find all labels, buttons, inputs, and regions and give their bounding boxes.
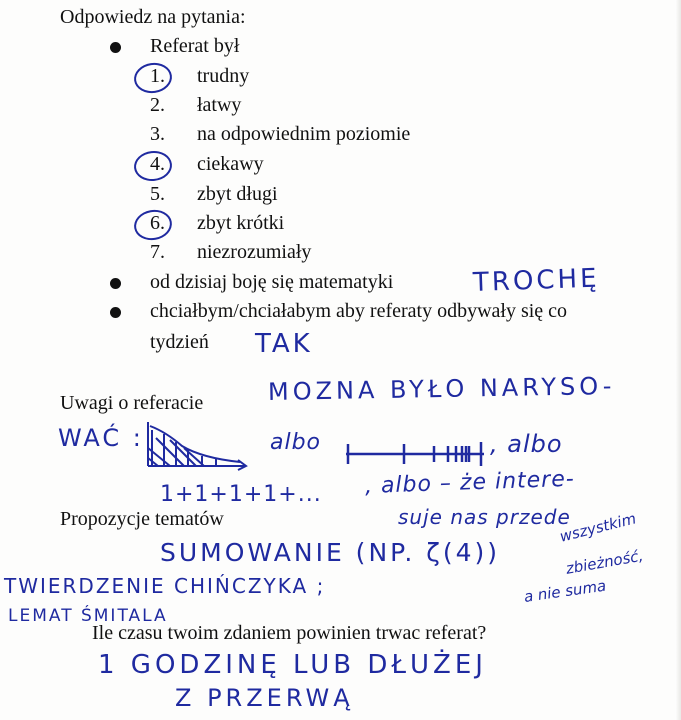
option-text: zbyt krótki xyxy=(197,212,285,234)
option-number: 1. xyxy=(150,65,165,87)
bullet-q1 xyxy=(110,42,121,53)
topics-label: Propozycje tematów xyxy=(60,508,224,530)
scan-edge xyxy=(675,0,681,720)
area-sketch xyxy=(142,420,252,472)
answer-duration-line2: Z PRZERWĄ xyxy=(175,684,354,712)
number-line-sketch xyxy=(344,438,490,468)
answer-q2: TROCHĘ xyxy=(472,263,600,298)
note-line1: wszystkim xyxy=(557,509,638,546)
bullet-q2 xyxy=(110,278,121,289)
selection-circle xyxy=(132,61,174,96)
q3-line1: chciałbym/chciałabym aby referaty odbywały się co xyxy=(150,300,568,322)
remarks-line4: suje nas przede xyxy=(398,505,571,529)
q1-label: Referat był xyxy=(150,35,240,57)
remarks-label: Uwagi o referacie xyxy=(60,392,204,414)
selection-circle xyxy=(132,207,175,243)
option-number: 3. xyxy=(150,123,165,145)
remarks-line2: WAĆ : xyxy=(58,424,144,452)
answer-duration-line1: 1 GODZINĘ LUB DŁUŻEJ xyxy=(98,650,487,680)
answer-q3: TAK xyxy=(255,329,313,359)
note-line3: a nie suma xyxy=(522,576,608,606)
option-number: 5. xyxy=(150,183,165,205)
remarks-line3: , albo – że intere- xyxy=(364,466,576,499)
remarks-line1: MOZNA BYŁO NARYSO- xyxy=(267,371,616,406)
option-text: trudny xyxy=(197,65,250,87)
option-number: 6. xyxy=(150,212,165,234)
q3-line2: tydzień xyxy=(150,331,209,353)
remarks-albo2: , albo xyxy=(490,430,563,458)
option-text: zbyt długi xyxy=(197,183,278,205)
remarks-series: 1+1+1+1+... xyxy=(160,482,322,507)
topic-3: LEMAT ŚMITALA xyxy=(8,606,168,626)
form-header: Odpowiedz na pytania: xyxy=(60,6,246,28)
option-text: ciekawy xyxy=(197,153,264,175)
option-text: łatwy xyxy=(197,94,242,116)
option-number: 7. xyxy=(150,241,165,263)
selection-circle xyxy=(133,149,174,183)
note-line2: zbieżność, xyxy=(564,546,645,578)
q2-text: od dzisiaj boję się matematyki xyxy=(150,271,394,293)
duration-label: Ile czasu twoim zdaniem powinien trwac referat? xyxy=(92,622,487,644)
remarks-albo1: albo xyxy=(270,430,322,455)
topic-2: TWIERDZENIE CHIŃCZYKA ; xyxy=(4,574,326,598)
option-text: niezrozumiały xyxy=(197,241,312,263)
topic-1: SUMOWANIE (NP. ζ(4)) xyxy=(160,538,500,567)
option-number: 4. xyxy=(150,153,165,175)
bullet-q3 xyxy=(110,307,121,318)
option-text: na odpowiednim poziomie xyxy=(197,123,411,145)
option-number: 2. xyxy=(150,94,165,116)
